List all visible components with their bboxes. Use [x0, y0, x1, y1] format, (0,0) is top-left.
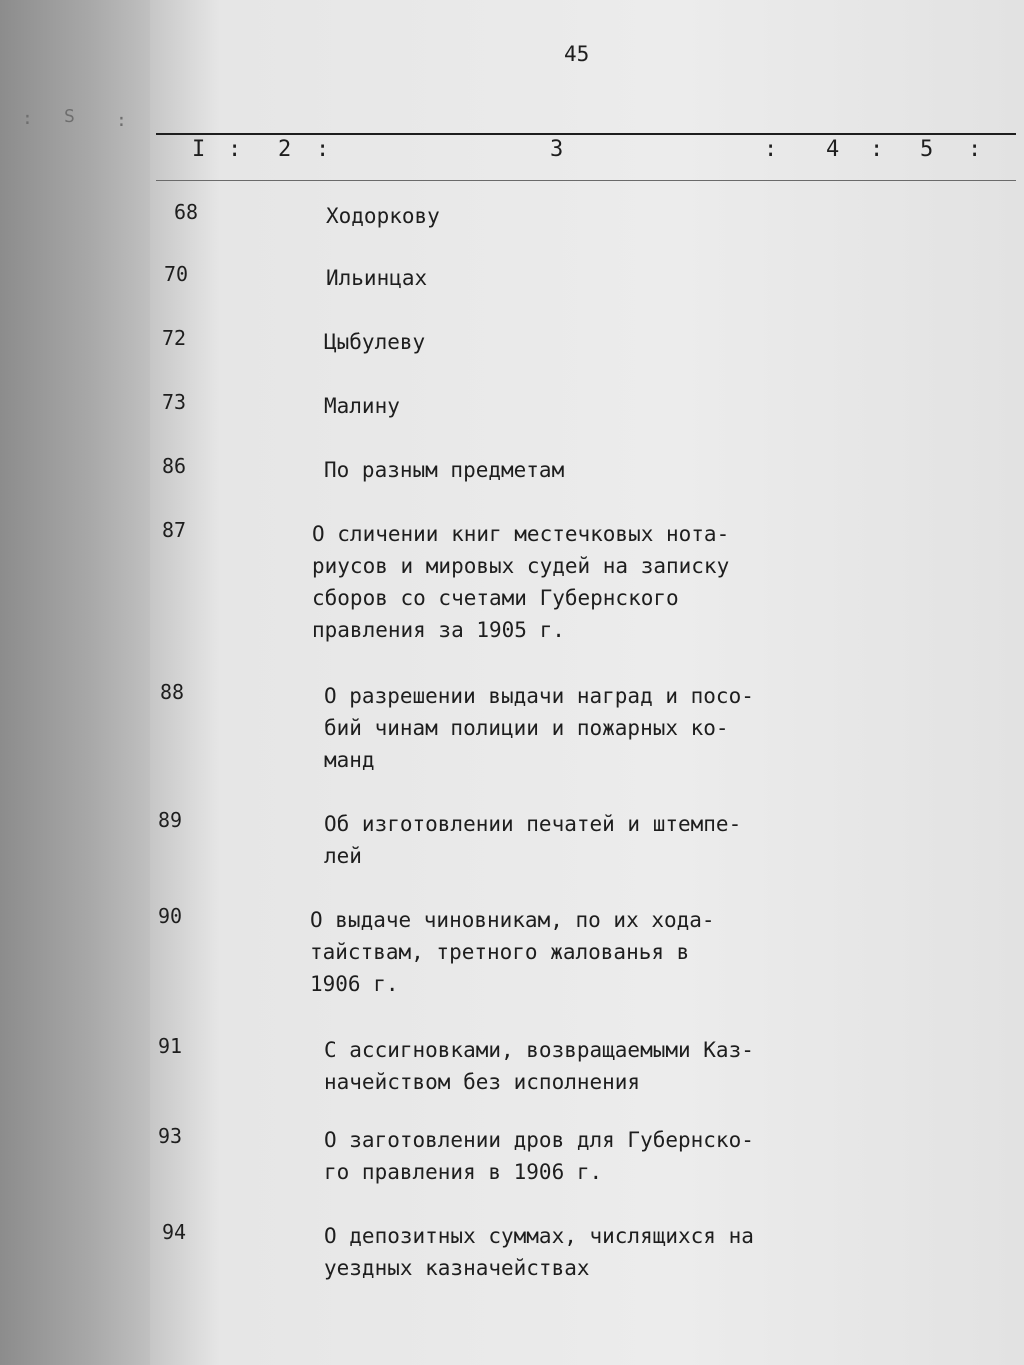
row-title: Об изготовлении печатей и штемпе- лей	[324, 812, 742, 868]
gutter-mark: :	[22, 108, 33, 129]
row-number: 93	[158, 1124, 183, 1148]
row-title: О разрешении выдачи наград и посо- бий чинам полиции и пожарных ко- манд	[324, 684, 754, 772]
row-title: Ходоркову	[326, 204, 440, 228]
document-page	[150, 0, 1024, 1365]
row-title: Малину	[324, 394, 400, 418]
page-number: 45	[564, 42, 590, 66]
column-separator: :	[316, 137, 330, 162]
row-number: 91	[158, 1034, 183, 1058]
row-number: 70	[164, 262, 189, 286]
column-header-2: 2	[278, 137, 292, 162]
column-separator: :	[870, 137, 884, 162]
row-title: О выдаче чиновникам, по их хода- тайствам, третного жалованья в 1906 г.	[310, 908, 715, 996]
header-bottom-rule	[156, 180, 1016, 181]
column-separator: :	[764, 137, 778, 162]
header-top-rule	[156, 133, 1016, 135]
column-separator: :	[228, 137, 242, 162]
row-title: По разным предметам	[324, 458, 565, 482]
row-number: 88	[160, 680, 185, 704]
left-page-gutter	[0, 0, 150, 1365]
column-header-1: I	[192, 137, 206, 162]
row-number: 73	[162, 390, 187, 414]
column-header-5: 5	[920, 137, 934, 162]
row-number: 90	[158, 904, 183, 928]
row-title: Цыбулеву	[324, 330, 426, 354]
row-number: 72	[162, 326, 187, 350]
row-title: С ассигновками, возвращаемыми Каз- начейством без исполнения	[324, 1038, 754, 1094]
column-header-3: 3	[550, 137, 564, 162]
row-title: О заготовлении дров для Губернско- го правления в 1906 г.	[324, 1128, 754, 1184]
gutter-mark: :	[116, 110, 127, 131]
row-title: О сличении книг местечковых нота- риусов и мировых судей на записку сборов со счетами Губернского правления за 1905 г.	[312, 522, 730, 642]
gutter-mark: S	[64, 106, 75, 127]
row-number: 89	[158, 808, 183, 832]
row-number: 87	[162, 518, 187, 542]
row-title: Ильинцах	[326, 266, 428, 290]
row-number: 68	[174, 200, 199, 224]
row-number: 94	[162, 1220, 187, 1244]
row-title: О депозитных суммах, числящихся на уездных казначействах	[324, 1224, 754, 1280]
row-number: 86	[162, 454, 187, 478]
column-separator: :	[968, 137, 982, 162]
column-header-4: 4	[826, 137, 840, 162]
